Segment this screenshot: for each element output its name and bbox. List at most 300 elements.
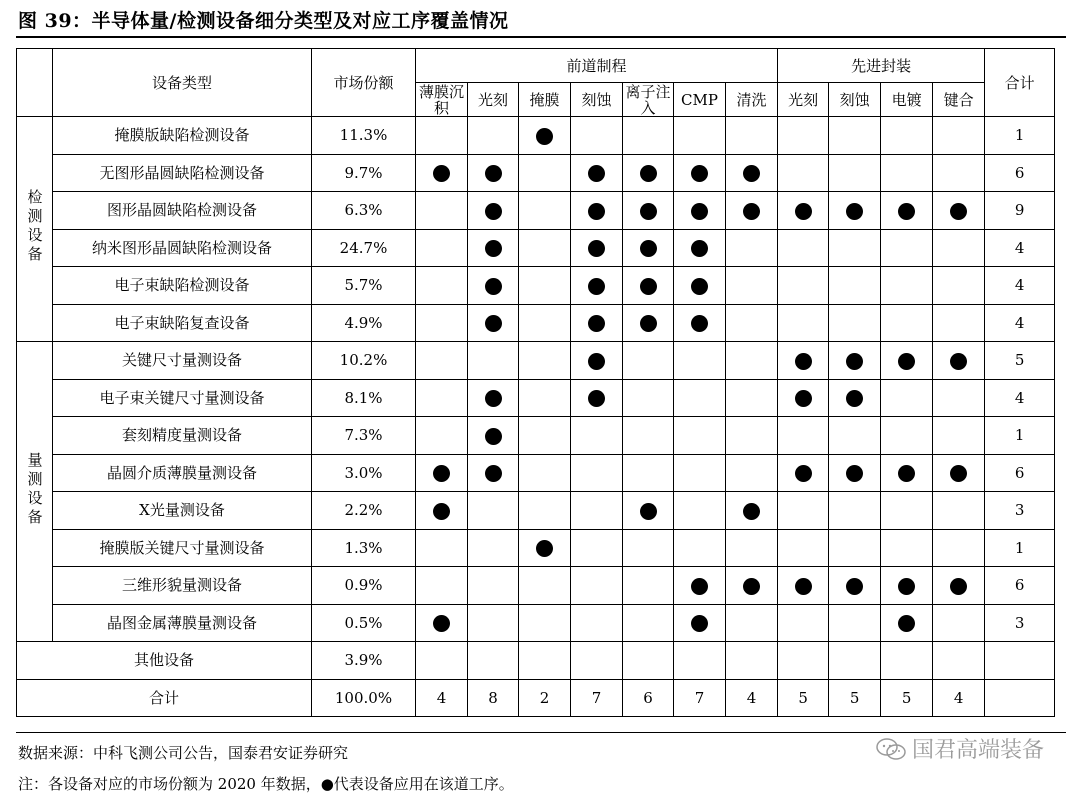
process-cell <box>468 417 519 455</box>
process-cell <box>829 154 881 192</box>
process-count: 6 <box>623 679 674 717</box>
process-cell <box>416 117 468 155</box>
process-count: 5 <box>778 679 829 717</box>
process-cell <box>468 604 519 642</box>
applied-dot-icon <box>898 615 915 632</box>
process-cell <box>881 117 933 155</box>
row-total: 5 <box>985 342 1055 380</box>
process-cell <box>881 529 933 567</box>
process-cell <box>519 417 571 455</box>
applied-dot-icon <box>485 428 502 445</box>
empty-cell <box>881 642 933 680</box>
table-row <box>17 604 1055 642</box>
header-process-2: 掩膜 <box>519 83 571 117</box>
market-share: 2.2% <box>312 492 416 530</box>
table-row <box>17 192 1055 230</box>
applied-dot-icon <box>588 315 605 332</box>
process-cell <box>881 192 933 230</box>
process-cell <box>674 154 726 192</box>
header-process-5: CMP <box>674 83 726 117</box>
equipment-name: X光量测设备 <box>53 492 312 530</box>
process-cell <box>416 154 468 192</box>
process-cell <box>829 492 881 530</box>
empty-cell <box>985 679 1055 717</box>
table-row <box>17 492 1055 530</box>
process-cell <box>416 417 468 455</box>
header-process-8: 刻蚀 <box>829 83 881 117</box>
applied-dot-icon <box>485 390 502 407</box>
process-cell <box>571 267 623 305</box>
process-cell <box>726 379 778 417</box>
applied-dot-icon <box>846 203 863 220</box>
equipment-name: 无图形晶圆缺陷检测设备 <box>53 154 312 192</box>
row-total: 1 <box>985 417 1055 455</box>
process-cell <box>519 154 571 192</box>
process-cell <box>416 229 468 267</box>
process-cell <box>674 117 726 155</box>
process-cell <box>829 267 881 305</box>
process-cell <box>623 342 674 380</box>
process-cell <box>674 417 726 455</box>
process-cell <box>416 342 468 380</box>
process-cell <box>416 454 468 492</box>
market-share: 9.7% <box>312 154 416 192</box>
table-row <box>17 567 1055 605</box>
process-cell <box>933 267 985 305</box>
applied-dot-icon <box>898 353 915 370</box>
process-cell <box>674 567 726 605</box>
process-cell <box>623 417 674 455</box>
process-cell <box>571 304 623 342</box>
market-share: 5.7% <box>312 267 416 305</box>
watermark <box>876 733 1044 764</box>
header-process-0: 薄膜沉积 <box>416 83 468 117</box>
process-cell <box>881 379 933 417</box>
process-cell <box>726 192 778 230</box>
applied-dot-icon <box>640 503 657 520</box>
process-cell <box>416 379 468 417</box>
process-cell <box>468 229 519 267</box>
process-cell <box>829 192 881 230</box>
applied-dot-icon <box>795 390 812 407</box>
process-cell <box>726 567 778 605</box>
process-count: 5 <box>829 679 881 717</box>
equipment-name: 掩膜版缺陷检测设备 <box>53 117 312 155</box>
process-cell <box>468 304 519 342</box>
process-cell <box>778 454 829 492</box>
process-cell <box>468 379 519 417</box>
process-cell <box>778 417 829 455</box>
header-process-7: 光刻 <box>778 83 829 117</box>
process-cell <box>829 604 881 642</box>
process-cell <box>623 267 674 305</box>
legend-note: 注：各设备对应的市场份额为 2020 年数据，●代表设备应用在该道工序。 <box>18 775 514 793</box>
process-cell <box>623 192 674 230</box>
process-cell <box>468 192 519 230</box>
applied-dot-icon <box>743 578 760 595</box>
process-cell <box>674 192 726 230</box>
process-cell <box>571 379 623 417</box>
empty-cell <box>778 642 829 680</box>
header-advanced-packaging: 先进封装 <box>778 49 985 83</box>
process-cell <box>571 492 623 530</box>
applied-dot-icon <box>433 615 450 632</box>
row-total: 4 <box>985 229 1055 267</box>
table-row <box>17 379 1055 417</box>
total-row <box>17 679 1055 717</box>
applied-dot-icon <box>640 203 657 220</box>
process-cell <box>623 117 674 155</box>
process-cell <box>519 529 571 567</box>
process-cell <box>674 492 726 530</box>
process-cell <box>933 229 985 267</box>
market-share: 24.7% <box>312 229 416 267</box>
process-cell <box>623 379 674 417</box>
equipment-name: 关键尺寸量测设备 <box>53 342 312 380</box>
process-cell <box>468 154 519 192</box>
applied-dot-icon <box>898 465 915 482</box>
process-cell <box>778 229 829 267</box>
process-cell <box>416 304 468 342</box>
table-row <box>17 529 1055 567</box>
process-cell <box>881 454 933 492</box>
applied-dot-icon <box>691 278 708 295</box>
process-cell <box>519 229 571 267</box>
row-total: 3 <box>985 492 1055 530</box>
header-row-1 <box>17 49 1055 83</box>
process-cell <box>933 567 985 605</box>
applied-dot-icon <box>640 315 657 332</box>
process-cell <box>726 492 778 530</box>
equipment-name: 电子束缺陷复查设备 <box>53 304 312 342</box>
market-share: 3.0% <box>312 454 416 492</box>
process-cell <box>778 342 829 380</box>
header-process-9: 电镀 <box>881 83 933 117</box>
header-process-10: 键合 <box>933 83 985 117</box>
market-share: 11.3% <box>312 117 416 155</box>
applied-dot-icon <box>640 240 657 257</box>
process-count: 4 <box>416 679 468 717</box>
process-cell <box>829 379 881 417</box>
title-rule <box>16 36 1066 38</box>
process-cell <box>468 454 519 492</box>
process-cell <box>468 117 519 155</box>
applied-dot-icon <box>846 390 863 407</box>
process-cell <box>881 492 933 530</box>
applied-dot-icon <box>485 165 502 182</box>
process-cell <box>674 342 726 380</box>
row-total: 4 <box>985 304 1055 342</box>
table-row <box>17 417 1055 455</box>
header-process-3: 刻蚀 <box>571 83 623 117</box>
process-cell <box>881 604 933 642</box>
process-cell <box>623 567 674 605</box>
process-cell <box>519 492 571 530</box>
process-cell <box>726 229 778 267</box>
figure-title: 图 39：半导体量/检测设备细分类型及对应工序覆盖情况 <box>18 10 509 32</box>
process-cell <box>416 267 468 305</box>
applied-dot-icon <box>846 578 863 595</box>
applied-dot-icon <box>898 203 915 220</box>
table-row <box>17 267 1055 305</box>
empty-cell <box>519 642 571 680</box>
group-label-text: 检测设备 <box>25 189 44 265</box>
table-row <box>17 117 1055 155</box>
process-count: 5 <box>881 679 933 717</box>
other-row <box>17 642 1055 680</box>
other-label: 其他设备 <box>17 642 312 680</box>
process-cell <box>571 604 623 642</box>
market-share: 1.3% <box>312 529 416 567</box>
process-cell <box>726 604 778 642</box>
process-cell <box>726 117 778 155</box>
process-cell <box>468 267 519 305</box>
applied-dot-icon <box>743 503 760 520</box>
row-total: 6 <box>985 454 1055 492</box>
process-cell <box>881 154 933 192</box>
process-cell <box>623 492 674 530</box>
row-total: 9 <box>985 192 1055 230</box>
process-cell <box>933 379 985 417</box>
applied-dot-icon <box>485 465 502 482</box>
other-share: 3.9% <box>312 642 416 680</box>
process-cell <box>829 229 881 267</box>
process-cell <box>778 117 829 155</box>
process-cell <box>623 529 674 567</box>
process-cell <box>674 229 726 267</box>
process-cell <box>468 529 519 567</box>
process-cell <box>416 604 468 642</box>
empty-cell <box>674 642 726 680</box>
applied-dot-icon <box>795 353 812 370</box>
process-count: 7 <box>674 679 726 717</box>
table-row <box>17 229 1055 267</box>
watermark-text: 国君高端装备 <box>911 738 1044 763</box>
table-row <box>17 342 1055 380</box>
process-cell <box>571 154 623 192</box>
process-cell <box>674 604 726 642</box>
applied-dot-icon <box>588 353 605 370</box>
applied-dot-icon <box>485 315 502 332</box>
process-cell <box>571 192 623 230</box>
row-total: 4 <box>985 267 1055 305</box>
process-cell <box>778 567 829 605</box>
process-cell <box>933 117 985 155</box>
process-cell <box>623 229 674 267</box>
equipment-name: 掩膜版关键尺寸量测设备 <box>53 529 312 567</box>
process-count: 4 <box>726 679 778 717</box>
process-cell <box>519 304 571 342</box>
process-count: 8 <box>468 679 519 717</box>
process-cell <box>674 454 726 492</box>
process-cell <box>829 454 881 492</box>
equipment-name: 晶图金属薄膜量测设备 <box>53 604 312 642</box>
equipment-name: 图形晶圆缺陷检测设备 <box>53 192 312 230</box>
process-cell <box>829 417 881 455</box>
process-cell <box>933 604 985 642</box>
applied-dot-icon <box>691 578 708 595</box>
applied-dot-icon <box>950 203 967 220</box>
table-row <box>17 154 1055 192</box>
process-cell <box>726 342 778 380</box>
applied-dot-icon <box>640 165 657 182</box>
process-cell <box>468 342 519 380</box>
process-cell <box>674 379 726 417</box>
equipment-name: 纳米图形晶圆缺陷检测设备 <box>53 229 312 267</box>
applied-dot-icon <box>795 578 812 595</box>
table-row <box>17 304 1055 342</box>
process-cell <box>726 304 778 342</box>
header-process-1: 光刻 <box>468 83 519 117</box>
process-cell <box>571 454 623 492</box>
process-cell <box>416 529 468 567</box>
process-cell <box>881 567 933 605</box>
header-market-share: 市场份额 <box>312 49 416 117</box>
total-label: 合计 <box>17 679 312 717</box>
row-total: 1 <box>985 117 1055 155</box>
applied-dot-icon <box>795 465 812 482</box>
applied-dot-icon <box>846 353 863 370</box>
process-cell <box>881 342 933 380</box>
applied-dot-icon <box>536 540 553 557</box>
market-share: 0.9% <box>312 567 416 605</box>
wechat-icon <box>876 738 906 760</box>
group-label-text: 量测设备 <box>25 451 44 528</box>
empty-cell <box>468 642 519 680</box>
applied-dot-icon <box>846 465 863 482</box>
process-cell <box>623 604 674 642</box>
total-share: 100.0% <box>312 679 416 717</box>
process-cell <box>881 304 933 342</box>
header-total: 合计 <box>985 49 1055 117</box>
row-total: 1 <box>985 529 1055 567</box>
applied-dot-icon <box>898 578 915 595</box>
process-cell <box>933 304 985 342</box>
process-count: 7 <box>571 679 623 717</box>
equipment-name: 三维形貌量测设备 <box>53 567 312 605</box>
process-count: 4 <box>933 679 985 717</box>
applied-dot-icon <box>588 203 605 220</box>
applied-dot-icon <box>950 465 967 482</box>
equipment-name: 电子束缺陷检测设备 <box>53 267 312 305</box>
applied-dot-icon <box>485 203 502 220</box>
process-cell <box>571 417 623 455</box>
applied-dot-icon <box>536 128 553 145</box>
applied-dot-icon <box>433 465 450 482</box>
market-share: 7.3% <box>312 417 416 455</box>
process-cell <box>468 492 519 530</box>
empty-cell <box>985 642 1055 680</box>
process-cell <box>519 454 571 492</box>
process-cell <box>726 417 778 455</box>
market-share: 4.9% <box>312 304 416 342</box>
process-cell <box>571 567 623 605</box>
applied-dot-icon <box>485 240 502 257</box>
process-cell <box>468 567 519 605</box>
process-cell <box>416 192 468 230</box>
process-cell <box>674 267 726 305</box>
market-share: 10.2% <box>312 342 416 380</box>
process-cell <box>778 379 829 417</box>
applied-dot-icon <box>691 615 708 632</box>
process-cell <box>623 304 674 342</box>
market-share: 8.1% <box>312 379 416 417</box>
applied-dot-icon <box>691 165 708 182</box>
row-total: 6 <box>985 154 1055 192</box>
applied-dot-icon <box>691 315 708 332</box>
process-cell <box>571 529 623 567</box>
applied-dot-icon <box>691 203 708 220</box>
process-cell <box>571 117 623 155</box>
empty-cell <box>416 642 468 680</box>
applied-dot-icon <box>950 578 967 595</box>
process-count: 2 <box>519 679 571 717</box>
process-cell <box>778 154 829 192</box>
header-equipment-type: 设备类型 <box>53 49 312 117</box>
equipment-table <box>16 48 1055 717</box>
process-cell <box>726 267 778 305</box>
equipment-name: 晶圆介质薄膜量测设备 <box>53 454 312 492</box>
applied-dot-icon <box>950 353 967 370</box>
process-cell <box>778 192 829 230</box>
process-cell <box>519 267 571 305</box>
process-cell <box>829 567 881 605</box>
market-share: 0.5% <box>312 604 416 642</box>
table-body <box>17 49 1055 717</box>
process-cell <box>519 117 571 155</box>
process-cell <box>933 492 985 530</box>
process-cell <box>778 304 829 342</box>
group-label <box>17 342 53 642</box>
row-total: 3 <box>985 604 1055 642</box>
process-cell <box>829 529 881 567</box>
applied-dot-icon <box>691 240 708 257</box>
empty-cell <box>571 642 623 680</box>
applied-dot-icon <box>640 278 657 295</box>
empty-cell <box>623 642 674 680</box>
process-cell <box>519 604 571 642</box>
applied-dot-icon <box>743 165 760 182</box>
process-cell <box>519 342 571 380</box>
applied-dot-icon <box>588 390 605 407</box>
process-cell <box>778 529 829 567</box>
process-cell <box>416 492 468 530</box>
process-cell <box>933 154 985 192</box>
source-note: 数据来源：中科飞测公司公告，国泰君安证券研究 <box>18 744 349 762</box>
header-front-process: 前道制程 <box>416 49 778 83</box>
applied-dot-icon <box>433 165 450 182</box>
process-cell <box>778 492 829 530</box>
process-cell <box>829 117 881 155</box>
applied-dot-icon <box>588 240 605 257</box>
applied-dot-icon <box>433 503 450 520</box>
empty-cell <box>726 642 778 680</box>
process-cell <box>933 192 985 230</box>
process-cell <box>416 567 468 605</box>
empty-cell <box>829 642 881 680</box>
applied-dot-icon <box>588 278 605 295</box>
process-cell <box>623 154 674 192</box>
applied-dot-icon <box>485 278 502 295</box>
process-cell <box>933 529 985 567</box>
process-cell <box>933 342 985 380</box>
empty-cell <box>933 642 985 680</box>
process-cell <box>933 454 985 492</box>
applied-dot-icon <box>795 203 812 220</box>
process-cell <box>623 454 674 492</box>
header-corner <box>17 49 53 117</box>
process-cell <box>571 342 623 380</box>
